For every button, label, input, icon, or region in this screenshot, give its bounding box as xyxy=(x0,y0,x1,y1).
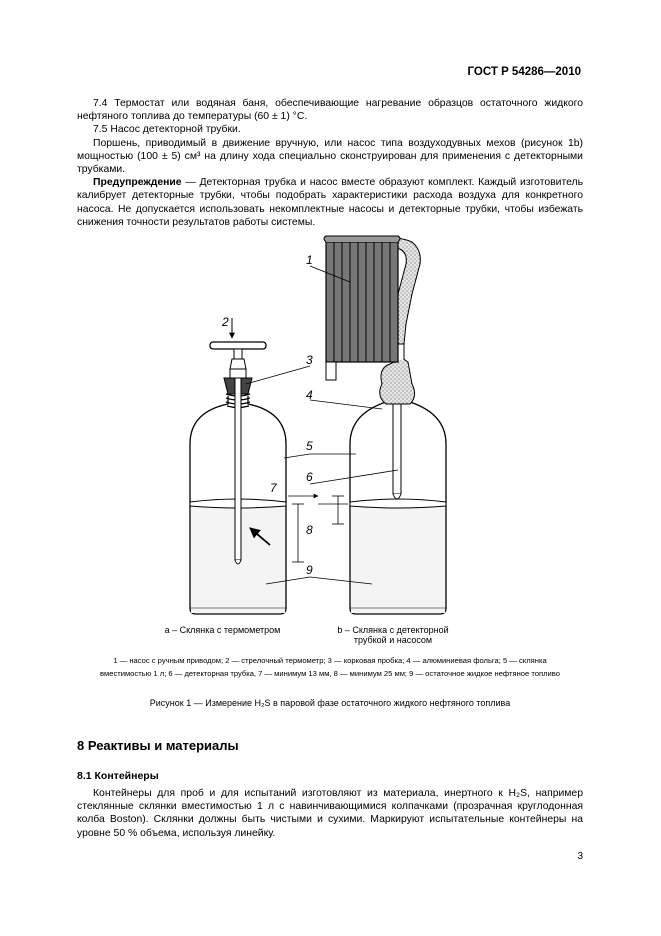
paragraph-piston: Поршень, приводимый в движение вручную, или насос типа воздуходувных мехов (рисунок 1b) мощностью (100 ± 5) см³ на длину хода специально сконструирован для применения с детекторными трубками. xyxy=(77,137,583,176)
caption-a: a – Склянка с термометром xyxy=(164,625,281,635)
callout-4: 4 xyxy=(306,388,313,402)
callout-2: 2 xyxy=(222,315,229,329)
warning-paragraph xyxy=(77,176,583,229)
figure-legend: 1 — насос с ручным приводом; 2 — стрелочный термометр; 3 — корковая пробка; 4 — алюминиевая фольга; 5 — склянка вместимостью 1 л; 6 — детекторная трубка, 7 — минимум 13 мм, 8 — минимум 25 мм; 9 — остаточное жидкое нефтяное топливо xyxy=(100,656,560,678)
page-number: 3 xyxy=(577,851,583,862)
bellows-pump xyxy=(324,236,420,380)
detector-tube xyxy=(393,404,401,499)
caption-b xyxy=(318,625,468,645)
dimension-markers xyxy=(288,496,348,562)
section-8-1-heading: 8.1 Контейнеры xyxy=(77,770,159,782)
callout-6: 6 xyxy=(306,470,313,484)
callout-7: 7 xyxy=(270,481,277,495)
callout-5: 5 xyxy=(306,439,313,453)
callout-1: 1 xyxy=(306,253,313,267)
warning-label: Предупреждение xyxy=(93,177,182,189)
section-8-heading: 8 Реактивы и материалы xyxy=(77,738,239,753)
warning-text: — Детекторная трубка и насос вместе образуют комплект. Каждый изготовитель калибрует детекторные трубки, чтобы подобрать характеристики расхода воздуха для конкретного насоса. Не допускается использовать некомплектные насосы и детекторные трубки, чтобы избежать снижения точности результатов работы системы. xyxy=(77,177,583,228)
paragraph-7-5: 7.5 Насос детекторной трубки. xyxy=(93,124,241,136)
standard-header: ГОСТ Р 54286—2010 xyxy=(467,66,581,78)
section-8-1-text: Контейнеры для проб и для испытаний изготовляют из материала, инертного к H₂S, например стеклянные склянки вместимостью 1 л с навинчивающимися колпачками (прозрачная круглодонная колба Boston). Склянки должны быть чистыми и сухими. Маркируют испытательные контейнеры на уровне 50 % объема, используя линейку. xyxy=(77,788,583,839)
caption-b-line-2: трубкой и насосом xyxy=(353,635,433,645)
figure-1-drawing xyxy=(150,234,550,654)
oil-liquid-b xyxy=(351,504,445,613)
caption-b-line-1: b – Склянка с детекторной xyxy=(337,625,449,635)
callout-8: 8 xyxy=(306,523,313,537)
figure-title: Рисунок 1 — Измерение H₂S в паровой фазе остаточного жидкого нефтяного топлива xyxy=(149,698,511,708)
section-8-1-body xyxy=(77,787,583,840)
aluminium-foil xyxy=(380,358,415,404)
callout-9: 9 xyxy=(306,563,313,577)
paragraph-7-4: 7.4 Термостат или водяная баня, обеспечивающие нагревание образцов остаточного жидкого нефтяного топлива до температуры (60 ± 1) °C. xyxy=(77,98,583,123)
callout-3: 3 xyxy=(306,353,313,367)
body-text-top xyxy=(77,97,583,229)
